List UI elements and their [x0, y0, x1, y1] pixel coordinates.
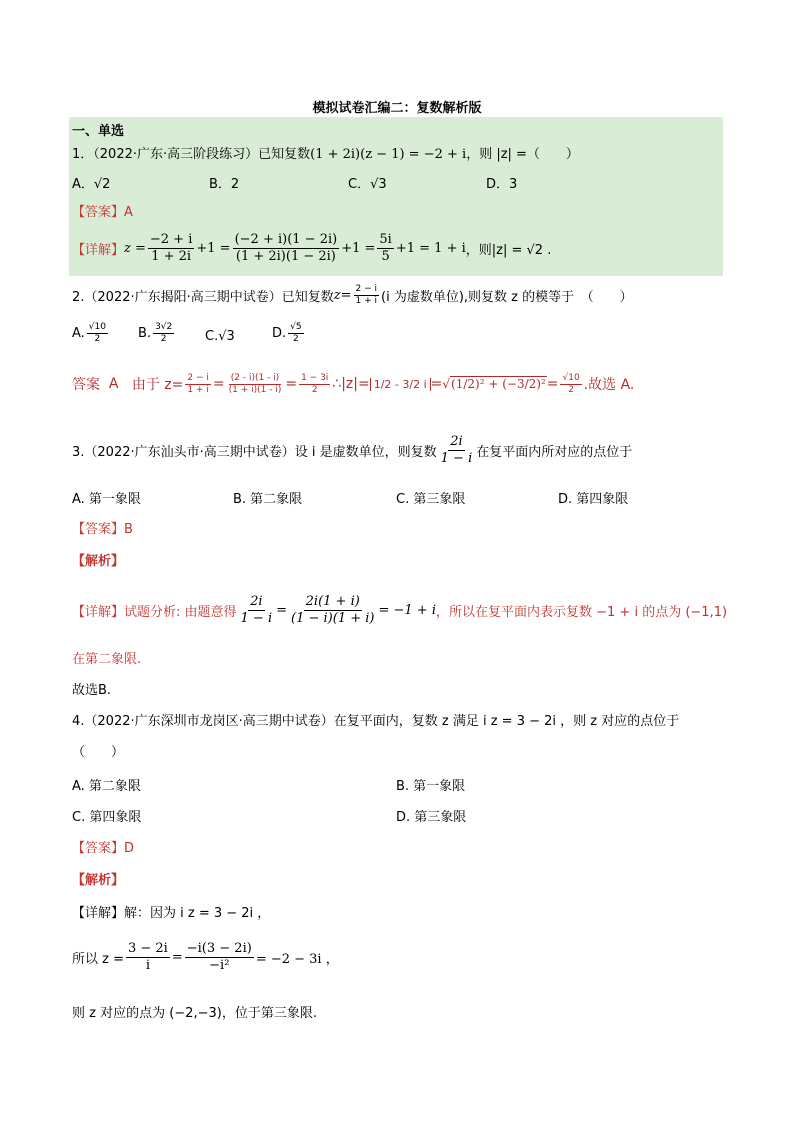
q2-f-den: 1 + i [355, 295, 378, 306]
section-heading: 一、单选 [72, 124, 125, 139]
q3-d2-den: (1 − i)(1 + i) [291, 610, 375, 626]
q3-line2: 在第二象限. [72, 652, 142, 667]
q4-option-b: B. 第一象限 [396, 779, 466, 794]
q1-answer: 【答案】A [72, 205, 133, 220]
q1-head: 1．（2022·广东·高三阶段练习）已知复数 [72, 147, 311, 162]
q4-eq: = [171, 949, 183, 965]
q2-a1-den: 1 + i [187, 384, 209, 395]
q3-f-den: 1 − i [440, 450, 473, 466]
q1-option-d: D．3 [486, 177, 518, 192]
q1-tail: ，则 |z| =（ ） [466, 147, 579, 162]
q4-s2-den: −i² [209, 957, 230, 973]
q2-eq-4: = [546, 376, 559, 392]
q1-option-a: A．√2 [72, 177, 111, 192]
q1-plus1: +1 = [196, 240, 231, 256]
q2-ans-letter: A [108, 376, 119, 392]
q2-sqrt-inner: (1/2)² + (−3/2)² [451, 377, 546, 391]
q3-frac [439, 434, 475, 466]
q2-oa-num: √10 [88, 322, 106, 332]
q2-eq-2: = [285, 376, 298, 392]
q4-option-a: A. 第二象限 [72, 779, 141, 794]
q4-option-d: D. 第三象限 [396, 810, 467, 825]
q1-f3-den: 5 [381, 248, 390, 264]
q4-paren: （ ） [72, 745, 125, 760]
q1-expr: (1 + 2i)(z − 1) = −2 + i [310, 147, 467, 162]
q2-ob-frac [153, 322, 174, 345]
q2-res-den: 2 [568, 384, 574, 395]
q3-f-num: 2i [450, 433, 463, 449]
q1-f1-den: 1 + 2i [151, 248, 192, 264]
q1-detail-label: 【详解】 [72, 242, 125, 258]
q2-option-d [272, 322, 306, 345]
q3-option-a: A. 第一象限 [72, 492, 141, 507]
q2-od-letter: D. [272, 325, 287, 341]
q3-d1 [239, 594, 275, 626]
q2-od-num: √5 [290, 322, 302, 332]
q3-analysis: 【解析】 [72, 554, 125, 569]
q1-z: z = [124, 240, 146, 256]
q1-f2-den: (1 + 2i)(1 − 2i) [235, 248, 336, 264]
q2-ob-num: 3√2 [155, 322, 173, 332]
q3-stem [72, 426, 632, 474]
q4-answer: 【答案】D [72, 841, 135, 856]
q3-detail-label: 【详解】试题分析: 由题意得 [72, 604, 237, 620]
q4-option-c: C. 第四象限 [72, 810, 142, 825]
q1-option-b: B．2 [209, 177, 240, 192]
q2-ob-letter: B. [138, 325, 152, 341]
q2-solution [72, 366, 634, 402]
q2-therefore: ∴|z|= [332, 376, 370, 392]
q3-answer: 【答案】B [72, 522, 133, 537]
q3-head: 3.（2022·广东汕头市·高三期中试卷）设 i 是虚数单位，则复数 [72, 444, 437, 460]
q3-d-tail: ，所以在复平面内表示复数 −1 + i 的点为 (−1,1) [436, 604, 728, 620]
q2-ob-den: 2 [160, 333, 167, 344]
q3-d2 [289, 594, 376, 626]
q2-option-c: C.√3 [205, 329, 235, 344]
q2-a1-num: 2 − i [187, 372, 209, 383]
q2-a3 [299, 373, 330, 396]
q1-end: +1 = 1 + i [395, 240, 466, 256]
q2-od-frac [288, 322, 303, 345]
q2-oa-den: 2 [94, 333, 101, 344]
q2-z-eq: z= [333, 287, 352, 303]
q1-f2-num: (−2 + i)(1 − 2i) [234, 231, 338, 247]
q1-option-c: C．√3 [348, 177, 387, 192]
q1-frac-2 [233, 232, 340, 264]
q2-ans-word: 答案 [72, 377, 100, 393]
q4-s1-den: i [145, 957, 150, 973]
q3-d1-den: 1 − i [240, 610, 273, 626]
q2-because: 由于 z= [131, 377, 184, 393]
q1-plus1b: +1 = [341, 240, 376, 256]
q4-detail: 【详解】解：因为 i z = 3 − 2i ， [72, 906, 271, 921]
q4-solution [72, 934, 339, 980]
q4-s2-num: −i(3 − 2i) [186, 940, 252, 956]
q3-d-end: = −1 + i [378, 602, 436, 618]
q1-stem [72, 143, 579, 162]
q2-head: 2.（2022·广东揭阳·高三期中试卷）已知复数 [72, 289, 334, 305]
q4-analysis: 【解析】 [72, 873, 125, 888]
q2-res [560, 373, 581, 396]
q2-oa-frac [87, 322, 108, 345]
q3-eq: = [276, 602, 288, 618]
document-title: 模拟试卷汇编二：复数解析版 [312, 101, 482, 116]
q2-a3-den: 2 [311, 384, 318, 395]
q3-option-c: C. 第三象限 [396, 492, 466, 507]
q4-final: 则 z 对应的点为 (−2,−3)，位于第三象限. [72, 1006, 317, 1021]
q4-s1-num: 3 − 2i [127, 940, 168, 956]
q2-a2 [227, 373, 284, 396]
q2-stem [72, 284, 633, 307]
q3-detail [72, 588, 727, 632]
q4-s2 [185, 941, 254, 973]
q2-option-a [72, 322, 110, 345]
q1-f3-num: 5i [379, 231, 392, 247]
q3-line3: 故选B. [72, 683, 112, 698]
q2-f-num: 2 − i [355, 284, 378, 294]
q2-eq-1: = [212, 376, 225, 392]
q4-s1 [126, 941, 170, 973]
q1-conclude: ，则|z| = √2 . [465, 242, 552, 258]
q2-a3-num: 1 − 3i [301, 372, 329, 383]
q2-so: .故选 A. [583, 377, 635, 393]
q2-a2-num: (2 - i)(1 - i) [230, 372, 280, 383]
q2-res-num: √10 [562, 372, 580, 383]
q1-frac-3 [377, 232, 393, 264]
q2-sqrt: √(1/2)² + (−3/2)² [442, 377, 546, 391]
q3-d2-num: 2i(1 + i) [305, 593, 360, 609]
q4-stem: 4.（2022·广东深圳市龙岗区·高三期中试卷）在复平面内，复数 z 满足 i z = 3 − 2i ，则 z 对应的点位于 [72, 714, 680, 729]
q1-detail [72, 226, 551, 270]
q2-abs: 1/2 - 3/2 i [370, 378, 431, 391]
q2-a2-den: (1 + i)(1 - i) [228, 384, 282, 395]
q2-eq-3: = [430, 376, 443, 392]
q2-frac [354, 284, 380, 307]
q3-d1-num: 2i [250, 593, 263, 609]
q2-a1 [185, 373, 211, 396]
q1-f1-num: −2 + i [149, 231, 193, 247]
q4-s-end: = −2 − 3i ， [255, 951, 339, 967]
q2-od-den: 2 [293, 333, 299, 344]
q3-option-d: D. 第四象限 [558, 492, 629, 507]
q2-oa-letter: A. [72, 325, 85, 341]
q1-frac-1 [148, 232, 194, 264]
q3-tail: 在复平面内所对应的点位于 [476, 444, 633, 460]
q3-option-b: B. 第二象限 [233, 492, 303, 507]
q2-mid: (i 为虚数单位),则复数 z 的模等于 （ ） [381, 289, 633, 305]
q4-so-z: 所以 z = [72, 951, 124, 967]
q2-option-b [138, 322, 176, 345]
